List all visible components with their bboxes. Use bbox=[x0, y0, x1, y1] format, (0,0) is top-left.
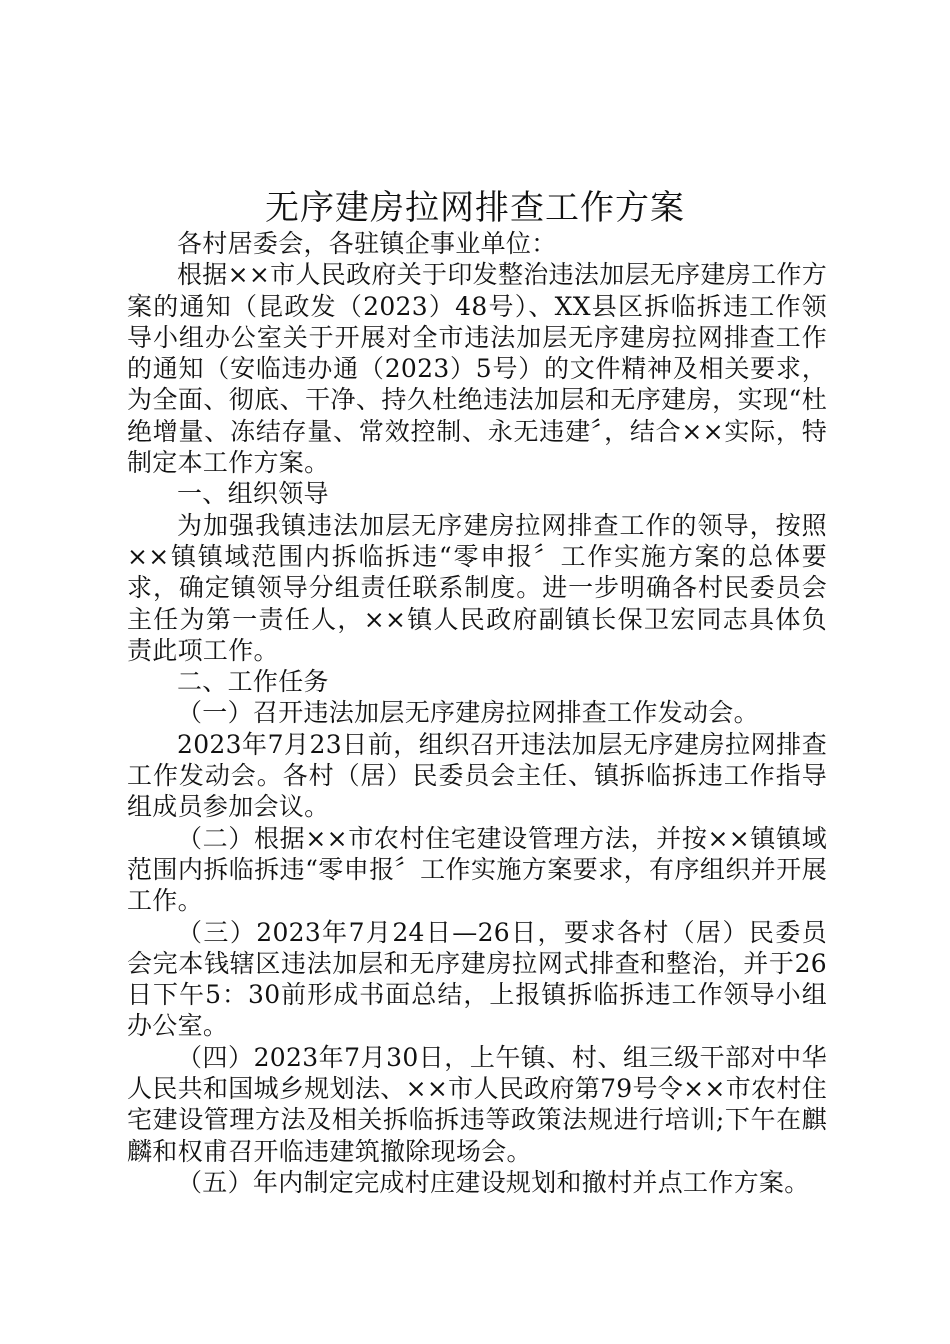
salutation: 各村居委会，各驻镇企事业单位： bbox=[177, 229, 557, 258]
task-item-1: （一）召开违法加层无序建房拉网排查工作发动会。 bbox=[177, 698, 759, 728]
paragraph-organization: 为加强我镇违法加层无序建房拉网排查工作的领导，按照××镇镇域范围内拆临拆违“零申报〞工作实施方案的总体要求，确定镇领导分组责任联系制度。进一步明确各村民委员会主任为第一责任人，××镇人民政府副镇长保卫宏同志具体负责此项工作。 bbox=[127, 510, 827, 665]
paragraph-task-1-detail: 2023年7月23日前，组织召开违法加层无序建房拉网排查工作发动会。各村（居）民委员会主任、镇拆临拆违工作指导组成员参加会议。 bbox=[127, 729, 827, 822]
document-body bbox=[127, 228, 827, 1198]
task-item-2: （二）根据××市农村住宅建设管理方法，并按××镇镇域范围内拆临拆违“零申报〞工作实施方案要求，有序组织并开展工作。 bbox=[127, 823, 827, 916]
section-heading-tasks: 二、工作任务 bbox=[177, 667, 329, 697]
section-heading-organization: 一、组织领导 bbox=[177, 479, 329, 509]
task-item-4: （四）2023年7月30日，上午镇、村、组三级干部对中华人民共和国城乡规划法、××市人民政府第79号令××市农村住宅建设管理方法及相关拆临拆违等政策法规进行培训;下午在麒麟和权甫召开临违建筑撤除现场会。 bbox=[127, 1042, 827, 1166]
task-item-5: （五）年内制定完成村庄建设规划和撤村并点工作方案。 bbox=[177, 1167, 810, 1197]
task-item-3: （三）2023年7月24日—26日，要求各村（居）民委员会完本钱辖区违法加层和无序建房拉网式排查和整治，并于26日下午5：30前形成书面总结，上报镇拆临拆违工作领导小组办公室。 bbox=[127, 917, 827, 1041]
document-title: 无序建房拉网排查工作方案 bbox=[265, 188, 685, 228]
paragraph-basis: 根据××市人民政府关于印发整治违法加层无序建房工作方案的通知（昆政发（2023）48号）、XX县区拆临拆违工作领导小组办公室关于开展对全市违法加层无序建房拉网排查工作的通知（安临违办通（2023）5号）的文件精神及相关要求，为全面、彻底、干净、持久杜绝违法加层和无序建房，实现“杜绝增量、冻结存量、常效控制、永无违建〞，结合××实际，特制定本工作方案。 bbox=[127, 260, 827, 478]
